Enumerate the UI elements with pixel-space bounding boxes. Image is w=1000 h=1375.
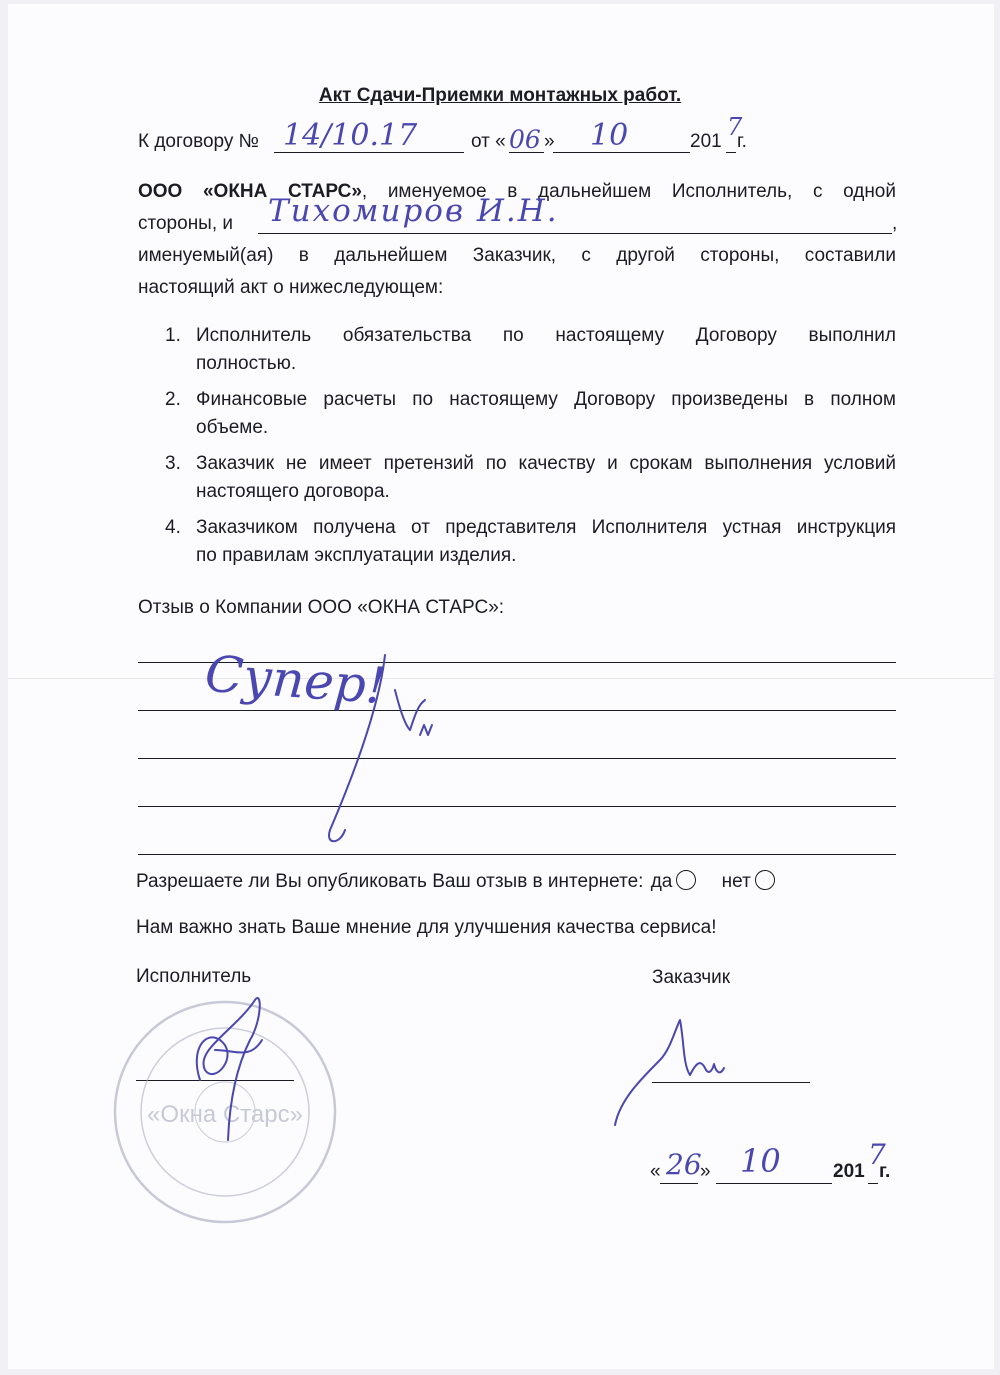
no-radio[interactable] bbox=[755, 870, 775, 890]
quote-close: » bbox=[544, 131, 555, 152]
customer-name-line bbox=[258, 233, 892, 234]
no-label: нет bbox=[721, 871, 751, 892]
review-label: Отзыв о Компании ООО «ОКНА СТАРС»: bbox=[138, 597, 505, 618]
sign-day: 26 bbox=[666, 1148, 702, 1181]
contract-number: 14/10.17 bbox=[283, 118, 418, 153]
customer-label: Заказчик bbox=[652, 967, 731, 988]
stamp-text: «Окна Старс» bbox=[147, 1101, 303, 1128]
item-2-line2: объеме. bbox=[196, 417, 269, 438]
yes-label: да bbox=[650, 871, 673, 892]
opinion-text: Нам важно знать Ваше мнение для улучшения качества сервиса! bbox=[136, 917, 717, 938]
item-1-number: 1. bbox=[165, 325, 181, 346]
sign-month-line bbox=[716, 1183, 832, 1184]
item-3 bbox=[196, 452, 896, 504]
para1-line2-prefix: стороны, и bbox=[138, 213, 234, 234]
sign-month: 10 bbox=[740, 1142, 781, 1180]
review-text: Супер! bbox=[203, 644, 388, 716]
document-title: Акт Сдачи-Приемки монтажных работ. bbox=[318, 85, 682, 106]
item-4-line2: по правилам эксплуатации изделия. bbox=[196, 545, 517, 566]
sign-day-line bbox=[660, 1183, 698, 1184]
no-option[interactable] bbox=[722, 871, 775, 892]
sign-quote-close: » bbox=[700, 1161, 711, 1182]
executor-label: Исполнитель bbox=[136, 966, 252, 987]
yes-option[interactable] bbox=[651, 871, 697, 892]
contract-prefix: К договору № bbox=[138, 131, 260, 152]
contract-month: 10 bbox=[590, 118, 629, 153]
item-1 bbox=[196, 324, 896, 376]
item-2-line1: Финансовые расчеты по настоящему Договору произведены в полном bbox=[196, 389, 896, 410]
item-3-line1: Заказчик не имеет претензий по качеству и срокам выполнения условий bbox=[196, 453, 896, 474]
sign-year-prefix: 201 bbox=[833, 1161, 865, 1182]
sign-year-line bbox=[868, 1183, 878, 1184]
year-prefix: 201 bbox=[690, 131, 722, 152]
comma: , bbox=[892, 213, 898, 234]
sign-quote-open: « bbox=[650, 1161, 661, 1182]
review-line-3 bbox=[138, 758, 896, 759]
item-3-line2: настоящего договора. bbox=[196, 481, 390, 502]
executor-signature-line bbox=[136, 1080, 294, 1081]
fold-line bbox=[8, 678, 994, 679]
item-1-line1: Исполнитель обязательства по настоящему Договору выполнил bbox=[196, 325, 896, 346]
customer-signature-line bbox=[652, 1082, 810, 1083]
sign-year-digit: 7 bbox=[868, 1138, 886, 1171]
item-4 bbox=[196, 516, 896, 568]
item-1-line2: полностью. bbox=[196, 353, 297, 374]
para1-line1-rest: , именуемое в дальнейшем Исполнитель, с одной bbox=[361, 181, 896, 202]
item-2 bbox=[196, 388, 896, 440]
year-line bbox=[726, 152, 736, 153]
year-suffix: г. bbox=[737, 131, 747, 152]
customer-name: Тихомиров И.Н. bbox=[268, 193, 559, 229]
item-4-number: 4. bbox=[165, 517, 181, 538]
review-line-5 bbox=[138, 854, 896, 855]
para1-line4: настоящий акт о нижеследующем: bbox=[138, 277, 444, 298]
yes-radio[interactable] bbox=[676, 870, 696, 890]
publish-question-text: Разрешаете ли Вы опубликовать Ваш отзыв в интернете: bbox=[136, 871, 644, 892]
item-3-number: 3. bbox=[165, 453, 181, 474]
review-line-4 bbox=[138, 806, 896, 807]
publish-question bbox=[136, 870, 775, 894]
company-name: ООО «ОКНА СТАРС» bbox=[138, 181, 362, 202]
review-line-2 bbox=[138, 710, 896, 711]
year-digit: 7 bbox=[727, 113, 743, 141]
contract-day: 06 bbox=[509, 125, 541, 154]
sign-year-suffix: г. bbox=[879, 1161, 891, 1182]
para1-line3: именуемый(ая) в дальнейшем Заказчик, с другой стороны, составили bbox=[138, 245, 896, 266]
item-4-line1: Заказчиком получена от представителя Исполнителя устная инструкция bbox=[196, 517, 896, 538]
from-label: от « bbox=[471, 131, 506, 152]
item-2-number: 2. bbox=[165, 389, 181, 410]
